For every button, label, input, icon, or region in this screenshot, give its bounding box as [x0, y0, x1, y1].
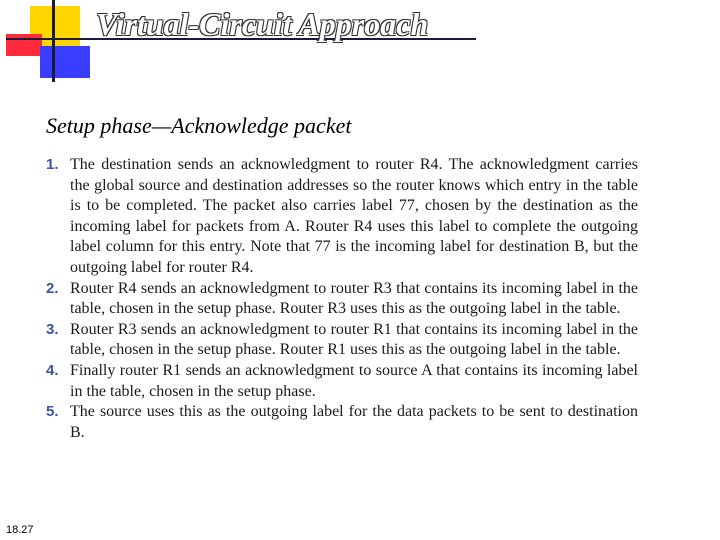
steps-list [42, 155, 638, 443]
decor-blue-square [40, 46, 90, 78]
step-item [42, 155, 638, 279]
step-number: 1. [46, 156, 59, 173]
slide-title: Virtual-Circuit Approach [96, 6, 429, 42]
step-text: The source uses this as the outgoing label for the data packets to be sent to destination B. [70, 403, 638, 441]
step-text: Router R4 sends an acknowledgment to router R3 that contains its incoming label in the table, chosen in the setup phase. Router R3 uses this as the outgoing label in the table. [70, 279, 638, 318]
step-item [42, 402, 638, 443]
page-number: 18.27 [6, 524, 34, 536]
step-number: 3. [46, 320, 59, 338]
step-text: Finally router R1 sends an acknowledgment to source A that contains its incoming label in the table, chosen in the setup phase. [70, 361, 638, 400]
step-text: The destination sends an acknowledgment to router R4. The acknowledgment carries the global source and destination addresses so the router knows which entry in the table is to be completed. The packet also carries label 77, chosen by the destination as the incoming label for packets from A. Router R4 uses this label to complete the outgoing label column for this entry. Note that 77 is the incoming label for destination B, but the outgoing label for router R4. [70, 156, 638, 276]
step-number: 2. [46, 279, 59, 297]
step-text: Router R3 sends an acknowledgment to router R1 that contains its incoming label in the table, chosen in the setup phase. Router R1 uses this as the outgoing label in the table. [70, 320, 638, 359]
slide-subtitle: Setup phase—Acknowledge packet [46, 113, 352, 138]
step-item [42, 320, 638, 361]
step-number: 5. [46, 403, 59, 421]
step-item [42, 279, 638, 320]
step-number: 4. [46, 361, 59, 379]
step-item [42, 361, 638, 402]
decor-vertical-line [52, 0, 55, 82]
